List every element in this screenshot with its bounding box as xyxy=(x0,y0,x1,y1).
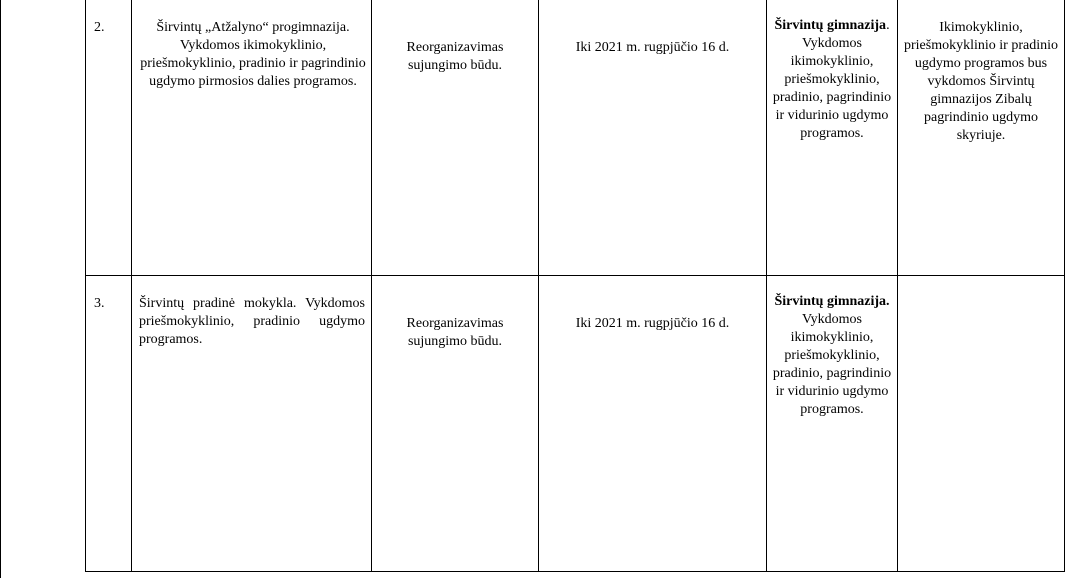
successor-block xyxy=(767,0,897,143)
cell-successor xyxy=(767,276,898,572)
page-left-edge xyxy=(0,0,1,578)
successor-punct: . xyxy=(886,18,890,33)
successor-block xyxy=(767,276,897,419)
cell-institution xyxy=(132,0,372,276)
successor-name: Širvintų gimnazija xyxy=(774,18,887,33)
cell-form xyxy=(372,0,539,276)
cell-note xyxy=(898,276,1065,572)
table-row xyxy=(86,276,1065,572)
cell-institution xyxy=(132,276,372,572)
deadline-text: Iki 2021 m. rugpjūčio 16 d. xyxy=(575,40,730,55)
cell-number xyxy=(86,276,132,572)
row-number: 3. xyxy=(94,296,105,311)
reorganization-form: Reorganizavimas sujungimo būdu. xyxy=(406,40,504,73)
row-number: 2. xyxy=(94,20,105,35)
note-text xyxy=(898,276,1064,295)
cell-deadline xyxy=(539,0,767,276)
cell-form xyxy=(372,276,539,572)
institution-text: Širvintų „Atžalyno“ progimnazija. Vykdomos ikimokyklinio, priešmokyklinio, pradinio ir pagrindinio ugdymo pirmosios dalies programos. xyxy=(140,20,366,89)
cell-deadline xyxy=(539,276,767,572)
institution-text: Širvintų pradinė mokykla. Vykdomos priešmokyklinio, pradinio ugdymo programos. xyxy=(139,296,365,347)
cell-successor xyxy=(767,0,898,276)
cell-number xyxy=(86,0,132,276)
note-text: Ikimokyklinio, priešmokyklinio ir pradinio ugdymo programos bus vykdomos Širvintų gimnazijos Zibalų pagrindinio ugdymo skyriuje. xyxy=(904,20,1058,143)
cell-note xyxy=(898,0,1065,276)
reorganization-form: Reorganizavimas sujungimo būdu. xyxy=(406,316,504,349)
deadline-text: Iki 2021 m. rugpjūčio 16 d. xyxy=(575,316,730,331)
reorganization-table xyxy=(85,0,1065,572)
successor-desc: Vykdomos ikimokyklinio, priešmokyklinio, pradinio, pagrindinio ir vidurinio ugdymo programos. xyxy=(772,36,892,141)
successor-name: Širvintų gimnazija. xyxy=(774,294,890,309)
table-row xyxy=(86,0,1065,276)
successor-desc: Vykdomos ikimokyklinio, priešmokyklinio, pradinio, pagrindinio ir vidurinio ugdymo programos. xyxy=(772,312,892,417)
